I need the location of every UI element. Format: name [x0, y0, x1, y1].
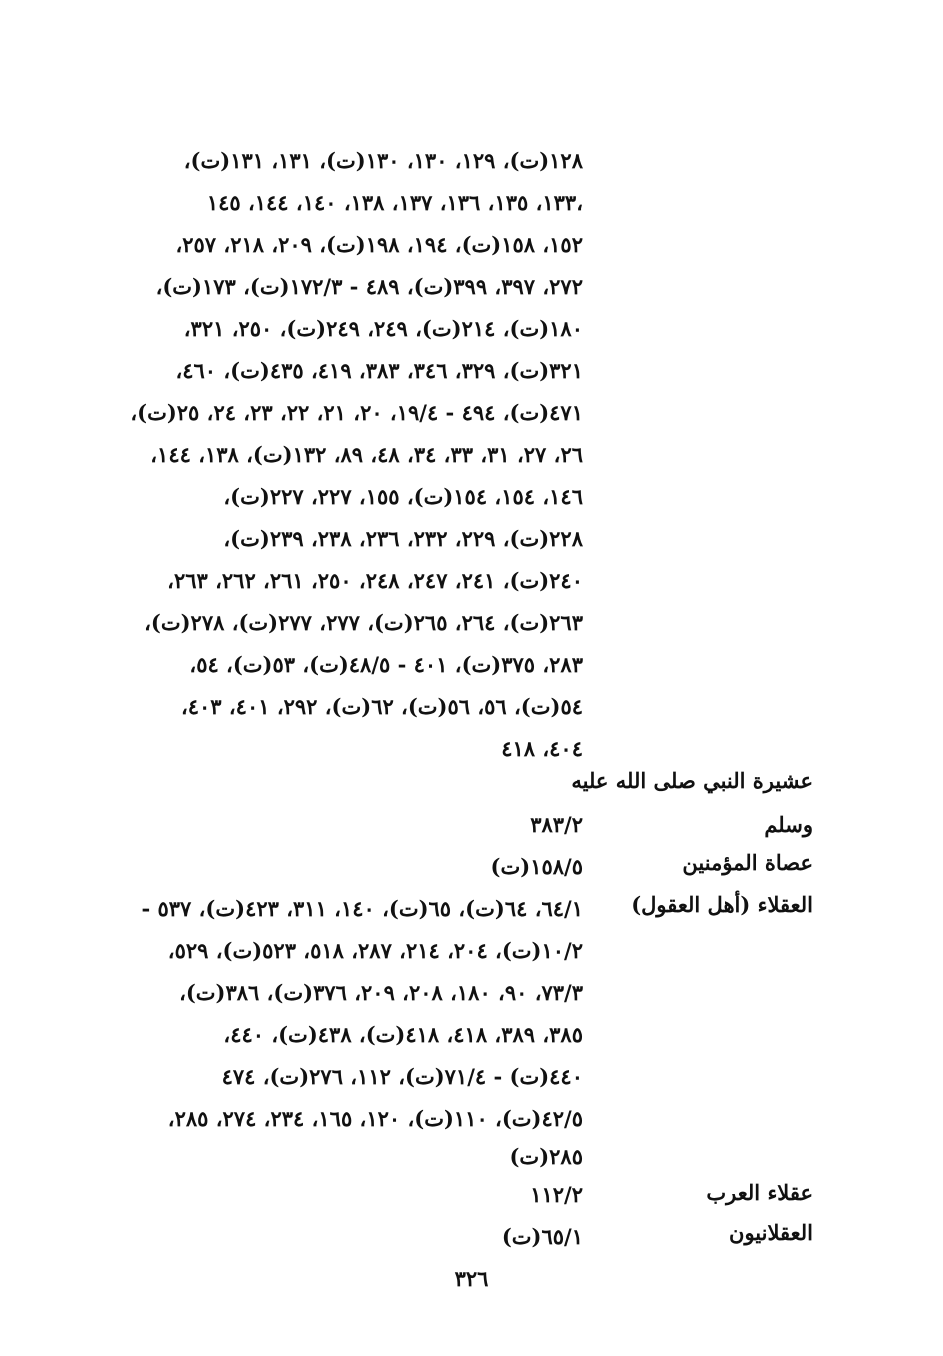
index-refs: ١٥٨/٥(ت) — [490, 854, 583, 879]
continuation-line: ٢٦٣(ت)، ٢٦٤، ٢٦٥(ت)، ٢٧٧، ٢٧٧(ت)، ٢٧٨(ت)، — [144, 610, 583, 635]
index-refs: ٦٥/١(ت) — [501, 1224, 583, 1249]
continuation-line: ٤٧١(ت)، ٤٩٤ - ١٩/٤، ٢٠، ٢١، ٢٢، ٢٣، ٢٤، ٢٥(ت)، — [130, 400, 583, 425]
index-term: عقلاء العرب — [706, 1180, 813, 1205]
continuation-line: ٢٦، ٢٧، ٣١، ٣٣، ٣٤، ٤٨، ٨٩، ١٣٢(ت)، ١٣٨، ١٤٤، — [150, 442, 583, 467]
index-refs: ٤٤٠(ت) - ٧١/٤(ت)، ١١٢، ٢٧٦(ت)، ٤٧٤ — [221, 1064, 583, 1089]
continuation-line: ١٥٢، ١٥٨(ت)، ١٩٤، ١٩٨(ت)، ٢٠٩، ٢١٨، ٢٥٧، — [175, 232, 583, 257]
index-refs: ٦٤/١، ٦٤(ت)، ٦٥(ت)، ١٤٠، ٣١١، ٤٢٣(ت)، ٥٣٧ - — [141, 896, 583, 921]
index-refs: ٣٨٥، ٣٨٩، ٤١٨، ٤١٨(ت)، ٤٣٨(ت)، ٤٤٠، — [223, 1022, 583, 1047]
continuation-line: ١٤٦، ١٥٤، ١٥٤(ت)، ١٥٥، ٢٢٧، ٢٢٧(ت)، — [223, 484, 583, 509]
index-refs: ١٠/٢(ت)، ٢٠٤، ٢١٤، ٢٨٧، ٥١٨، ٥٢٣(ت)، ٥٢٩، — [167, 938, 583, 963]
continuation-line: ١٣٣، ١٣٥، ١٣٦، ١٣٧، ١٣٨، ١٤٠، ١٤٤، ١٤٥، — [206, 190, 583, 215]
continuation-line: ٢٢٨(ت)، ٢٢٩، ٢٣٢، ٢٣٦، ٢٣٨، ٢٣٩(ت)، — [223, 526, 583, 551]
continuation-line: ٢٨٣، ٣٧٥(ت)، ٤٠١ - ٤٨/٥(ت)، ٥٣(ت)، ٥٤، — [189, 652, 583, 677]
continuation-line: ١٨٠(ت)، ٢١٤(ت)، ٢٤٩، ٢٤٩(ت)، ٢٥٠، ٣٢١، — [183, 316, 583, 341]
page-number: ٣٢٦ — [454, 1266, 489, 1291]
index-term: عشيرة النبي صلى الله عليه — [571, 768, 813, 793]
continuation-line: ١٢٨(ت)، ١٢٩، ١٣٠، ١٣٠(ت)، ١٣١، ١٣١(ت)، — [183, 148, 583, 173]
continuation-line: ٤٠٤، ٤١٨ — [501, 736, 583, 761]
index-term: العقلاء (أهل العقول) — [631, 892, 813, 917]
continuation-line: ٣٢١(ت)، ٣٢٩، ٣٤٦، ٣٨٣، ٤١٩، ٤٣٥(ت)، ٤٦٠، — [175, 358, 583, 383]
index-refs: ١١٢/٢ — [530, 1182, 583, 1207]
index-refs: ٧٣/٣، ٩٠، ١٨٠، ٢٠٨، ٢٠٩، ٣٧٦(ت)، ٣٨٦(ت)، — [179, 980, 583, 1005]
continuation-line: ٢٧٢، ٣٩٧، ٣٩٩(ت)، ٤٨٩ - ١٧٢/٣(ت)، ١٧٣(ت)، — [155, 274, 583, 299]
index-refs: ٣٨٣/٢ — [530, 812, 583, 837]
continuation-line: ٥٤(ت)، ٥٦، ٥٦(ت)، ٦٢(ت)، ٢٩٢، ٤٠١، ٤٠٣، — [180, 694, 583, 719]
index-refs: ٤٢/٥(ت)، ١١٠(ت)، ١٢٠، ١٦٥، ٢٣٤، ٢٧٤، ٢٨٥، — [167, 1106, 583, 1131]
index-term: العقلانيون — [729, 1220, 813, 1245]
index-refs: ٢٨٥(ت) — [509, 1144, 583, 1169]
index-term: عصاة المؤمنين — [682, 850, 813, 875]
continuation-line: ٢٤٠(ت)، ٢٤١، ٢٤٧، ٢٤٨، ٢٥٠، ٢٦١، ٢٦٢، ٢٦٣، — [167, 568, 583, 593]
index-term-continuation: وسلم — [764, 812, 813, 837]
